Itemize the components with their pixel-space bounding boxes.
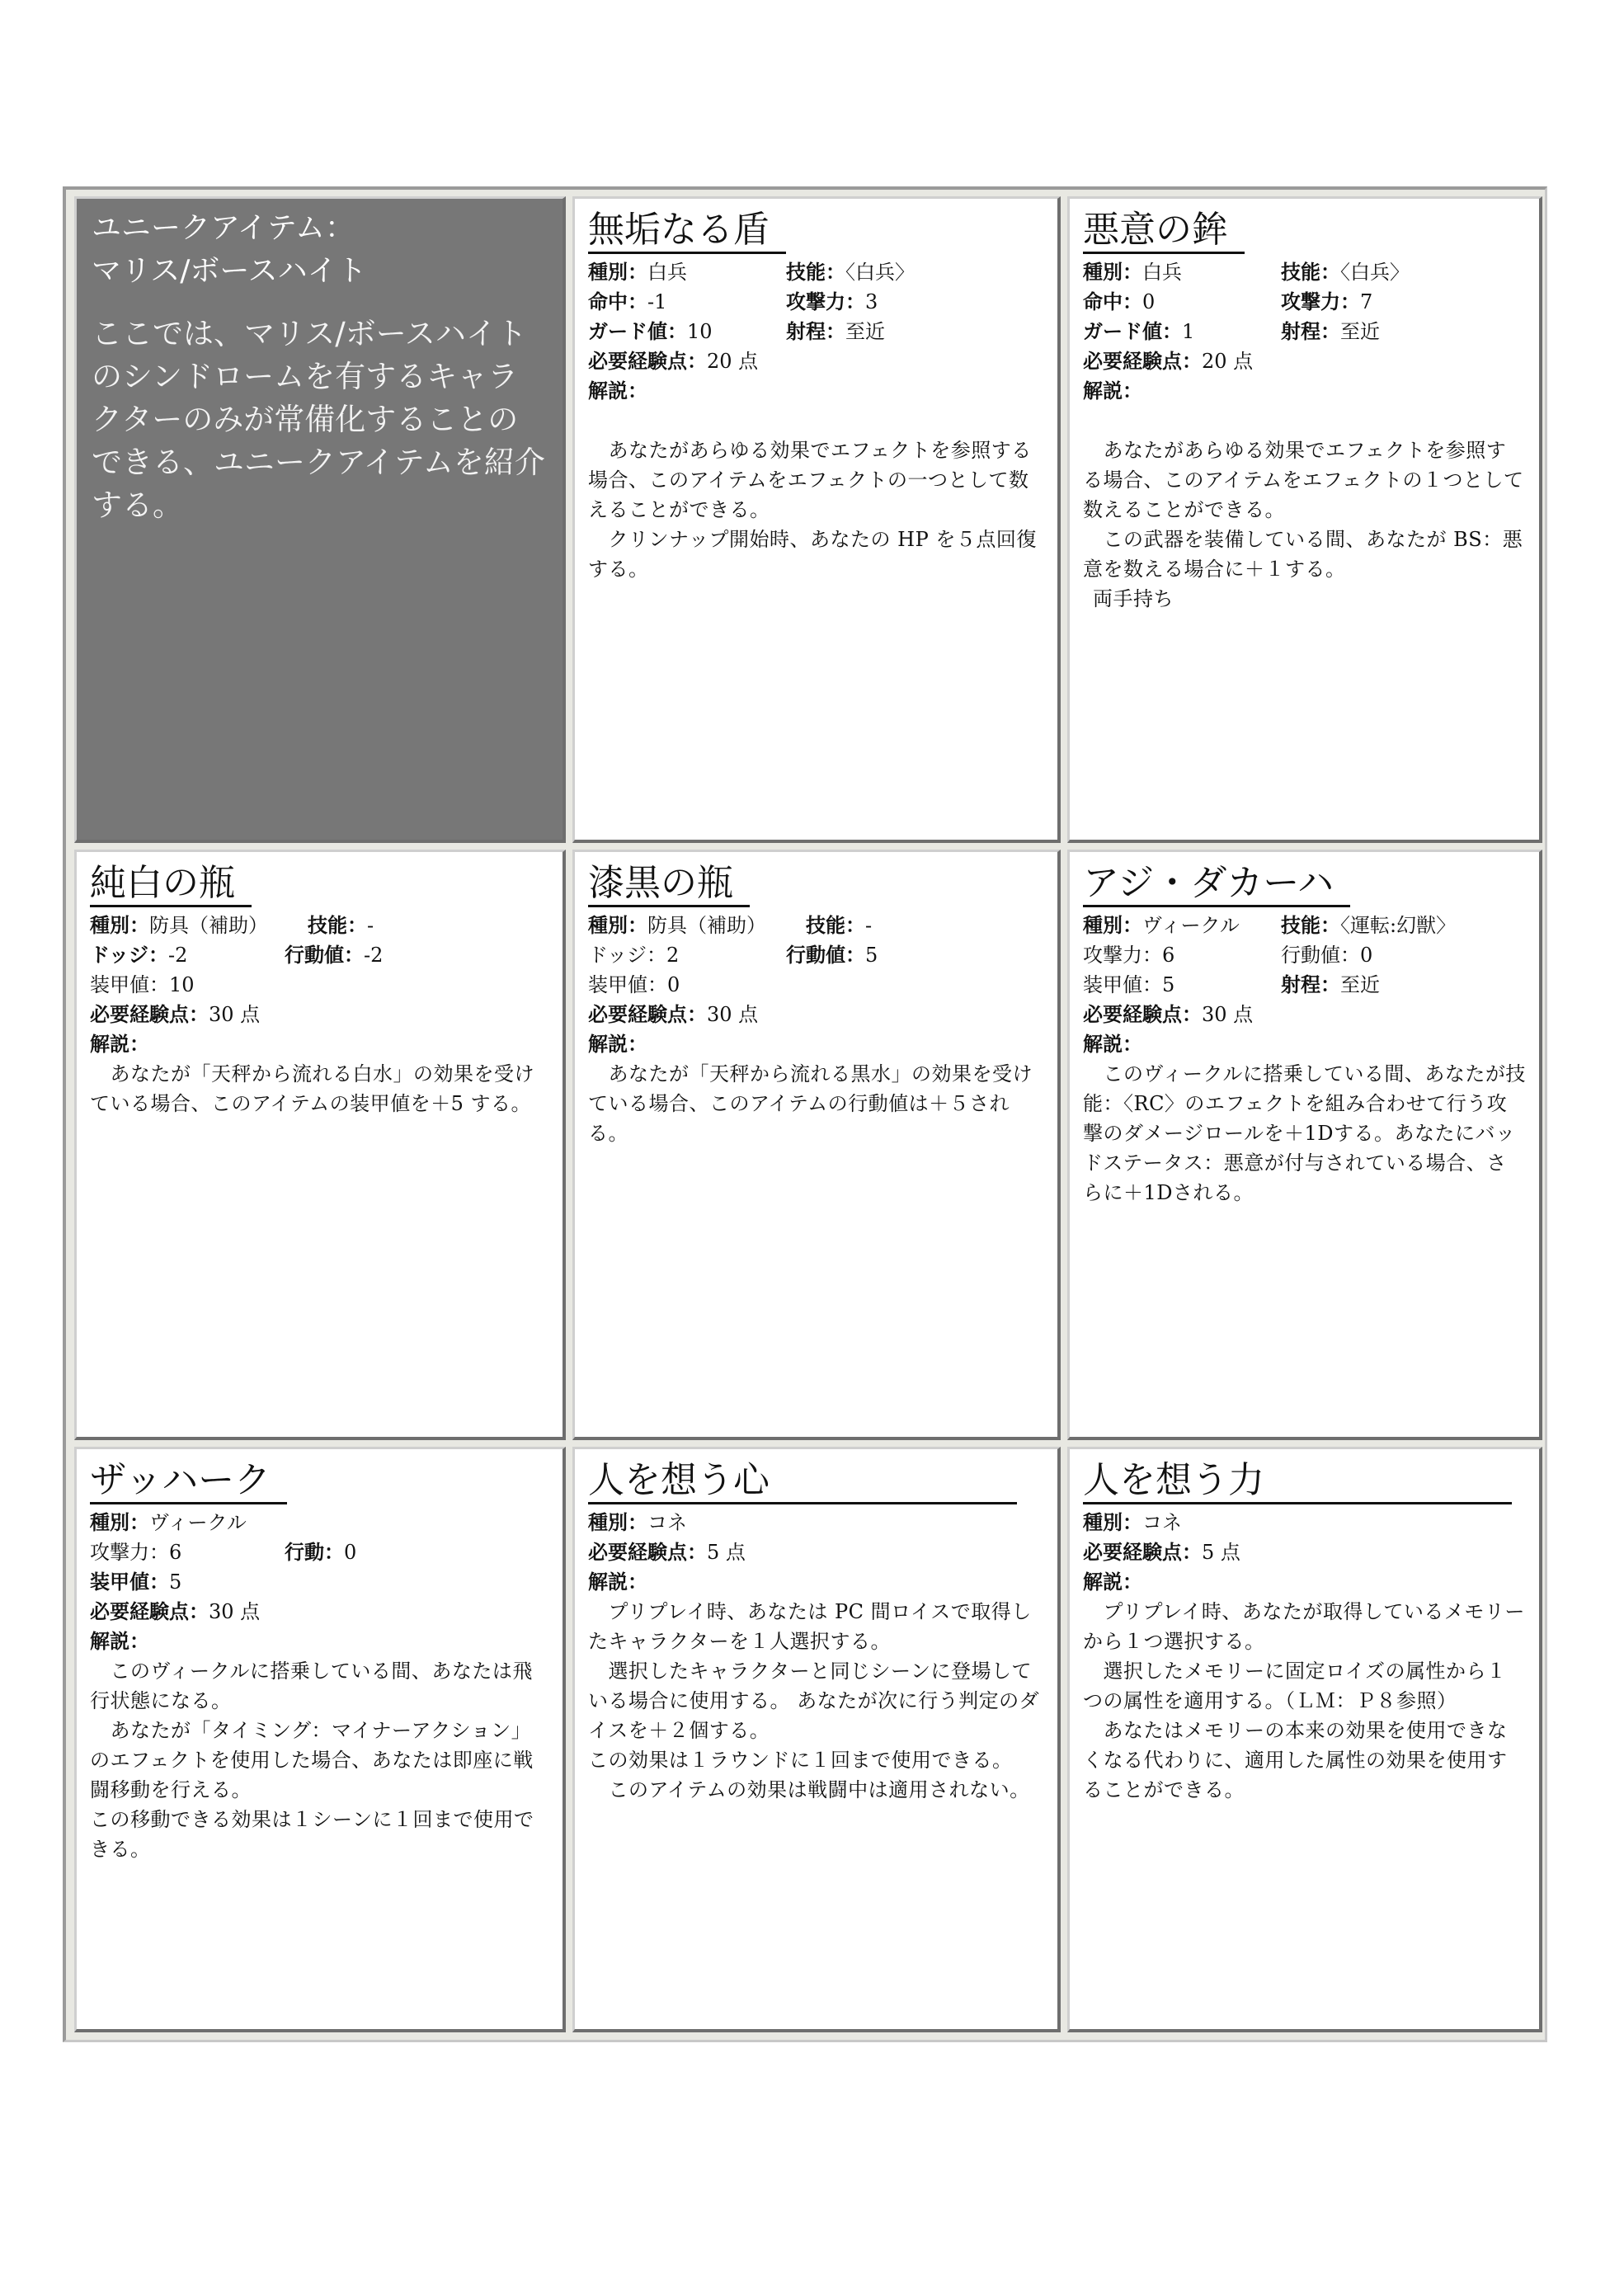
- item-name: 純白の瓶: [90, 862, 252, 907]
- dodge-value: 2: [666, 944, 680, 967]
- type-label: 種別：: [588, 913, 647, 937]
- skill-value: 〈白兵〉: [845, 261, 915, 284]
- type-label: 種別：: [1083, 913, 1142, 937]
- skill-label: 技能：: [806, 913, 865, 937]
- item-description: [90, 1656, 549, 1864]
- desc-paragraph: 両手持ち: [1093, 587, 1174, 610]
- dodge-label: ドッジ：: [90, 943, 169, 967]
- attack-value: 6: [169, 1541, 182, 1564]
- desc-paragraph: この効果は１ラウンドに１回まで使用できる。: [588, 1749, 1013, 1772]
- intro-panel: [74, 196, 566, 843]
- skill-label: 技能：: [786, 260, 845, 284]
- action-label: 行動値：: [786, 943, 865, 967]
- exp-value: 5 点: [1202, 1541, 1240, 1564]
- skill-label: 技能：: [1281, 913, 1340, 937]
- attack-value: 3: [865, 290, 878, 313]
- item-description: [588, 1597, 1044, 1805]
- guard-label: ガード値：: [588, 319, 687, 343]
- type-label: 種別：: [1083, 260, 1142, 284]
- desc-paragraph: この移動できる効果は１シーンに１回まで使用できる。: [90, 1808, 534, 1861]
- intro-title-line1: ユニークアイテム：: [92, 211, 355, 245]
- item-card-hito-wo-omou-kokoro: [572, 1447, 1061, 2032]
- type-value: 白兵: [1142, 261, 1182, 284]
- item-description: [1083, 1059, 1526, 1208]
- item-description: [1083, 406, 1526, 614]
- intro-text: ここでは、マリス/ボースハイトのシンドロームを有するキャラクターのみが常備化することのできる、ユニークアイテムを紹介する。: [92, 316, 545, 523]
- exp-label: 必要経験点：: [90, 1002, 209, 1026]
- exp-label: 必要経験点：: [588, 1540, 707, 1564]
- action-label: 行動値：: [1281, 944, 1360, 967]
- exp-value: 30 点: [707, 1003, 759, 1026]
- armor-label: 装甲値：: [90, 973, 169, 996]
- guard-label: ガード値：: [1083, 319, 1182, 343]
- desc-paragraph: あなたが「タイミング：マイナーアクション」のエフェクトを使用した場合、あなたは即座に戦闘移動を行える。: [90, 1719, 534, 1801]
- item-name: アジ・ダカーハ: [1083, 862, 1350, 907]
- action-value: 5: [865, 944, 878, 967]
- exp-value: 20 点: [1202, 350, 1254, 373]
- move-label: 行動：: [285, 1540, 344, 1564]
- armor-value: 0: [667, 973, 680, 996]
- exp-label: 必要経験点：: [588, 349, 707, 373]
- type-label: 種別：: [588, 260, 647, 284]
- type-label: 種別：: [90, 1510, 149, 1534]
- item-card-hito-wo-omou-chikara: [1067, 1447, 1542, 2032]
- desc-paragraph: あなたが「天秤から流れる白水」の効果を受けている場合、このアイテムの装甲値を＋5 する。: [90, 1062, 534, 1115]
- desc-label: 解説：: [588, 1032, 647, 1056]
- desc-label: 解説：: [1083, 379, 1142, 403]
- type-value: 白兵: [647, 261, 687, 284]
- guard-value: 10: [687, 320, 713, 343]
- desc-label: 解説：: [90, 1629, 149, 1653]
- armor-label: 装甲値：: [588, 973, 667, 996]
- desc-paragraph: 選択したメモリーに固定ロイズの属性から１つの属性を適用する。（ＬＭ：Ｐ８参照）: [1083, 1660, 1507, 1712]
- item-name: 人を想う心: [588, 1459, 1017, 1504]
- range-label: 射程：: [1281, 319, 1340, 343]
- intro-title: [92, 207, 548, 293]
- guard-value: 1: [1182, 320, 1195, 343]
- desc-paragraph: あなたがあらゆる効果でエフェクトを参照する場合、このアイテムをエフェクトの１つとして数えることができる。: [1083, 439, 1524, 521]
- skill-value: 〈運転:幻獣〉: [1340, 914, 1457, 937]
- dodge-label: ドッジ：: [588, 944, 667, 967]
- action-value: -2: [364, 944, 384, 967]
- item-stats: [588, 911, 1044, 1059]
- attack-label: 攻撃力：: [1083, 944, 1162, 967]
- desc-paragraph: あなたがあらゆる効果でエフェクトを参照する場合、このアイテムをエフェクトの一つとして数えることができる。: [588, 439, 1032, 521]
- armor-value: 5: [169, 1570, 182, 1594]
- range-value: 至近: [1340, 973, 1380, 996]
- attack-value: 6: [1162, 944, 1175, 967]
- item-card-zahhak: [74, 1447, 566, 2032]
- type-value: 防具（補助）: [647, 914, 766, 937]
- exp-value: 30 点: [209, 1003, 261, 1026]
- range-label: 射程：: [1281, 972, 1340, 996]
- hit-value: -1: [647, 290, 667, 313]
- dodge-value: -2: [168, 944, 188, 967]
- skill-value: -: [865, 914, 873, 937]
- type-value: コネ: [647, 1511, 687, 1534]
- attack-label: 攻撃力：: [90, 1541, 169, 1564]
- skill-value: 〈白兵〉: [1340, 261, 1410, 284]
- item-card-mukunaru-tate: [572, 196, 1061, 843]
- item-card-junpaku-no-bin: [74, 850, 566, 1440]
- range-value: 至近: [1340, 320, 1380, 343]
- item-name: 人を想う力: [1083, 1459, 1512, 1504]
- desc-paragraph: このヴィークルに搭乗している間、あなたが技能：〈RC〉のエフェクトを組み合わせて行う攻撃のダメージロールを＋1Dする。あなたにバッドステータス：悪意が付与されている場合、さらに＋1Dされる。: [1083, 1062, 1526, 1204]
- item-description: [90, 1059, 549, 1118]
- hit-label: 命中：: [588, 290, 647, 313]
- desc-paragraph: この武器を装備している間、あなたが BS：悪意を数える場合に＋１する。: [1083, 528, 1523, 581]
- type-label: 種別：: [90, 913, 149, 937]
- item-stats: [1083, 257, 1526, 406]
- intro-title-line2: マリス/ボースハイト: [92, 254, 367, 288]
- type-value: ヴィークル: [149, 1511, 247, 1534]
- item-name: 悪意の鉾: [1083, 209, 1245, 254]
- desc-paragraph: このヴィークルに搭乗している間、あなたは飛行状態になる。: [90, 1660, 533, 1712]
- desc-paragraph: あなたはメモリーの本来の効果を使用できなくなる代わりに、適用した属性の効果を使用することができる。: [1083, 1719, 1508, 1801]
- item-name: ザッハーク: [90, 1459, 287, 1504]
- type-value: 防具（補助）: [149, 914, 268, 937]
- hit-label: 命中：: [1083, 290, 1142, 313]
- desc-paragraph: プリプレイ時、あなたは PC 間ロイスで取得したキャラクターを１人選択する。: [588, 1600, 1032, 1653]
- skill-label: 技能：: [308, 913, 367, 937]
- item-card-aji-dakaha: [1067, 850, 1542, 1440]
- item-description: [1083, 1597, 1526, 1805]
- desc-label: 解説：: [588, 379, 647, 403]
- item-stats: [90, 1508, 549, 1656]
- attack-label: 攻撃力：: [786, 290, 865, 313]
- desc-paragraph: このアイテムの効果は戦闘中は適用されない。: [588, 1778, 1030, 1801]
- skill-label: 技能：: [1281, 260, 1340, 284]
- item-stats: [90, 911, 549, 1059]
- armor-label: 装甲値：: [1083, 973, 1162, 996]
- exp-label: 必要経験点：: [90, 1599, 209, 1623]
- type-label: 種別：: [588, 1510, 647, 1534]
- exp-value: 20 点: [707, 350, 759, 373]
- type-label: 種別：: [1083, 1510, 1142, 1534]
- exp-label: 必要経験点：: [1083, 1002, 1202, 1026]
- exp-label: 必要経験点：: [1083, 1540, 1202, 1564]
- action-value: 0: [1360, 944, 1373, 967]
- action-label: 行動値：: [285, 943, 364, 967]
- desc-paragraph: 選択したキャラクターと同じシーンに登場している場合に使用する。 あなたが次に行う判定のダイスを＋２個する。: [588, 1660, 1040, 1742]
- exp-value: 30 点: [209, 1600, 261, 1623]
- exp-label: 必要経験点：: [1083, 349, 1202, 373]
- item-card-shikkoku-no-bin: [572, 850, 1061, 1440]
- exp-value: 5 点: [707, 1541, 746, 1564]
- range-label: 射程：: [786, 319, 845, 343]
- exp-value: 30 点: [1202, 1003, 1254, 1026]
- item-card-akui-no-hoko: [1067, 196, 1542, 843]
- item-stats: [588, 257, 1044, 406]
- attack-label: 攻撃力：: [1281, 290, 1360, 313]
- attack-value: 7: [1360, 290, 1373, 313]
- type-value: コネ: [1142, 1511, 1182, 1534]
- item-name: 漆黒の瓶: [588, 862, 750, 907]
- exp-label: 必要経験点：: [588, 1002, 707, 1026]
- hit-value: 0: [1142, 290, 1156, 313]
- armor-label: 装甲値：: [90, 1570, 169, 1594]
- item-stats: [588, 1508, 1044, 1597]
- desc-label: 解説：: [588, 1570, 647, 1594]
- armor-value: 5: [1162, 973, 1175, 996]
- item-description: [588, 406, 1044, 584]
- desc-paragraph: あなたが「天秤から流れる黒水」の効果を受けている場合、このアイテムの行動値は＋５される。: [588, 1062, 1033, 1145]
- armor-value: 10: [169, 973, 195, 996]
- item-stats: [1083, 911, 1526, 1059]
- item-description: [588, 1059, 1044, 1148]
- move-value: 0: [344, 1541, 357, 1564]
- desc-label: 解説：: [1083, 1570, 1142, 1594]
- item-sheet: [63, 186, 1547, 2042]
- desc-label: 解説：: [90, 1032, 149, 1056]
- desc-paragraph: プリプレイ時、あなたが取得しているメモリーから１つ選択する。: [1083, 1600, 1525, 1653]
- range-value: 至近: [845, 320, 885, 343]
- desc-label: 解説：: [1083, 1032, 1142, 1056]
- desc-paragraph: クリンナップ開始時、あなたの HP を５点回復する。: [588, 528, 1037, 581]
- item-name: 無垢なる盾: [588, 209, 786, 254]
- type-value: ヴィークル: [1142, 914, 1240, 937]
- skill-value: -: [367, 914, 374, 937]
- item-stats: [1083, 1508, 1526, 1597]
